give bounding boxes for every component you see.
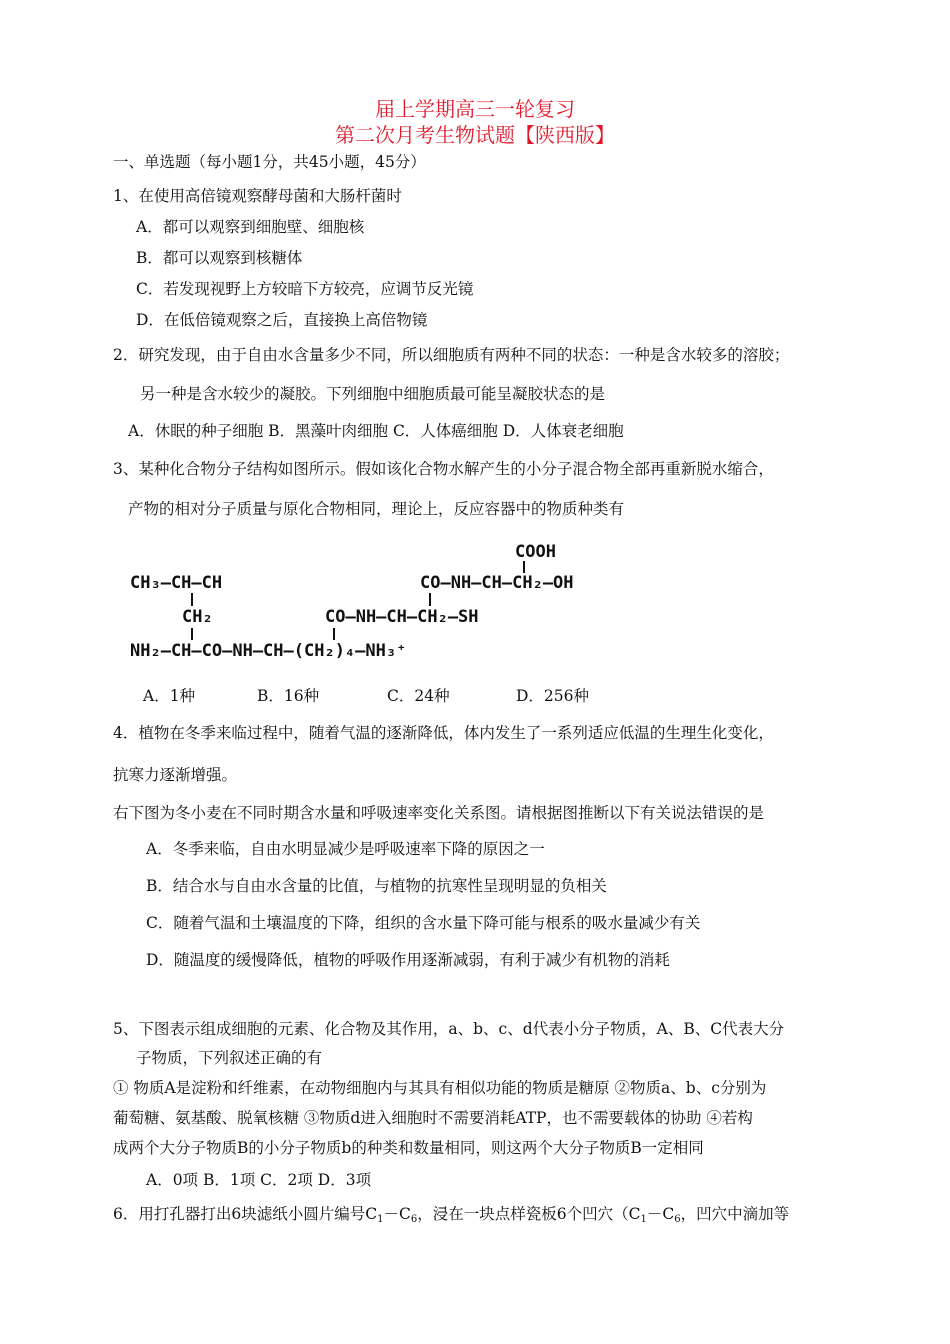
section-heading: 一、单选题（每小题1分，共45小题，45分） <box>113 153 426 171</box>
q3-option-c: C．24种 <box>387 687 450 705</box>
formula-row3: NH₂—CH—CO—NH—CH—(CH₂)₄—NH₃⁺ <box>130 641 407 661</box>
q1-option-c: C．若发现视野上方较暗下方较亮，应调节反光镜 <box>136 280 474 298</box>
q4-option-d: D．随温度的缓慢降低，植物的呼吸作用逐渐减弱，有利于减少有机物的消耗 <box>146 951 670 969</box>
q4-stem-1: 4．植物在冬季来临过程中，随着气温的逐渐降低，体内发生了一系列适应低温的生理生化变化， <box>113 724 774 742</box>
formula-row1-left: CH₃—CH—CH <box>130 573 223 593</box>
q3-stem-2: 产物的相对分子质量与原化合物相同，理论上，反应容器中的物质种类有 <box>128 500 625 518</box>
formula-cooh: COOH <box>515 542 556 562</box>
q5-options: A．0项 B．1项 C．2项 D．3项 <box>146 1171 372 1189</box>
q5-statement-line-2: 葡萄糖、氨基酸、脱氧核糖 ③物质d进入细胞时不需要消耗ATP，也不需要载体的协助 ④若构 <box>113 1109 753 1127</box>
q4-option-b: B．结合水与自由水含量的比值，与植物的抗寒性呈现明显的负相关 <box>146 877 607 895</box>
q1-stem: 1、在使用高倍镜观察酵母菌和大肠杆菌时 <box>113 187 402 205</box>
q5-stem-1: 5、下图表示组成细胞的元素、化合物及其作用，a、b、c、d代表小分子物质，A、B、C代表大分 <box>113 1020 785 1038</box>
q3-option-d: D．256种 <box>516 687 590 705</box>
q2-options: A．休眠的种子细胞 B．黑藻叶肉细胞 C．人体癌细胞 D．人体衰老细胞 <box>128 422 624 440</box>
q6-stem: 6．用打孔器打出6块滤纸小圆片编号$C_1-C_6$，浸在一块点样瓷板6个凹穴（$C_1-C_6$，凹穴中滴加等 <box>113 1205 790 1225</box>
title-line-2: 第二次月考生物试题【陕西版】 <box>335 123 615 147</box>
formula-row2: CO—NH—CH—CH₂—SH <box>325 607 479 627</box>
formula-row1-right: CO—NH—CH—CH₂—OH <box>420 573 574 593</box>
q1-option-b: B．都可以观察到核糖体 <box>136 249 303 267</box>
formula-ch2: CH₂ <box>182 607 213 627</box>
q1-option-d: D．在低倍镜观察之后，直接换上高倍物镜 <box>136 311 428 329</box>
q5-statement-line-1: ① 物质A是淀粉和纤维素，在动物细胞内与其具有相似功能的物质是糖原 ②物质a、b、c分别为 <box>113 1079 767 1097</box>
q1-option-a: A．都可以观察到细胞壁、细胞核 <box>136 218 365 236</box>
q5-statement-line-3: 成两个大分子物质B的小分子物质b的种类和数量相同，则这两个大分子物质B一定相同 <box>113 1139 704 1157</box>
q2-stem-2: 另一种是含水较少的凝胶。下列细胞中细胞质最可能呈凝胶状态的是 <box>140 385 606 403</box>
q4-stem-3: 右下图为冬小麦在不同时期含水量和呼吸速率变化关系图。请根据图推断以下有关说法错误的是 <box>113 804 765 822</box>
q4-option-c: C．随着气温和土壤温度的下降，组织的含水量下降可能与根系的吸水量减少有关 <box>146 914 701 932</box>
q4-option-a: A．冬季来临，自由水明显减少是呼吸速率下降的原因之一 <box>146 840 545 858</box>
q3-option-a: A．1种 <box>143 687 196 705</box>
q2-stem-1: 2．研究发现，由于自由水含量多少不同，所以细胞质有两种不同的状态：一种是含水较多的溶胶； <box>113 346 790 364</box>
q3-stem-1: 3、某种化合物分子结构如图所示。假如该化合物水解产生的小分子混合物全部再重新脱水缩合， <box>113 460 774 478</box>
q3-option-b: B．16种 <box>257 687 320 705</box>
title-line-1: 届上学期高三一轮复习 <box>375 97 575 121</box>
compound-structure-diagram <box>130 540 650 670</box>
q4-stem-2: 抗寒力逐渐增强。 <box>113 766 238 784</box>
q5-stem-2: 子物质，下列叙述正确的有 <box>136 1049 323 1067</box>
